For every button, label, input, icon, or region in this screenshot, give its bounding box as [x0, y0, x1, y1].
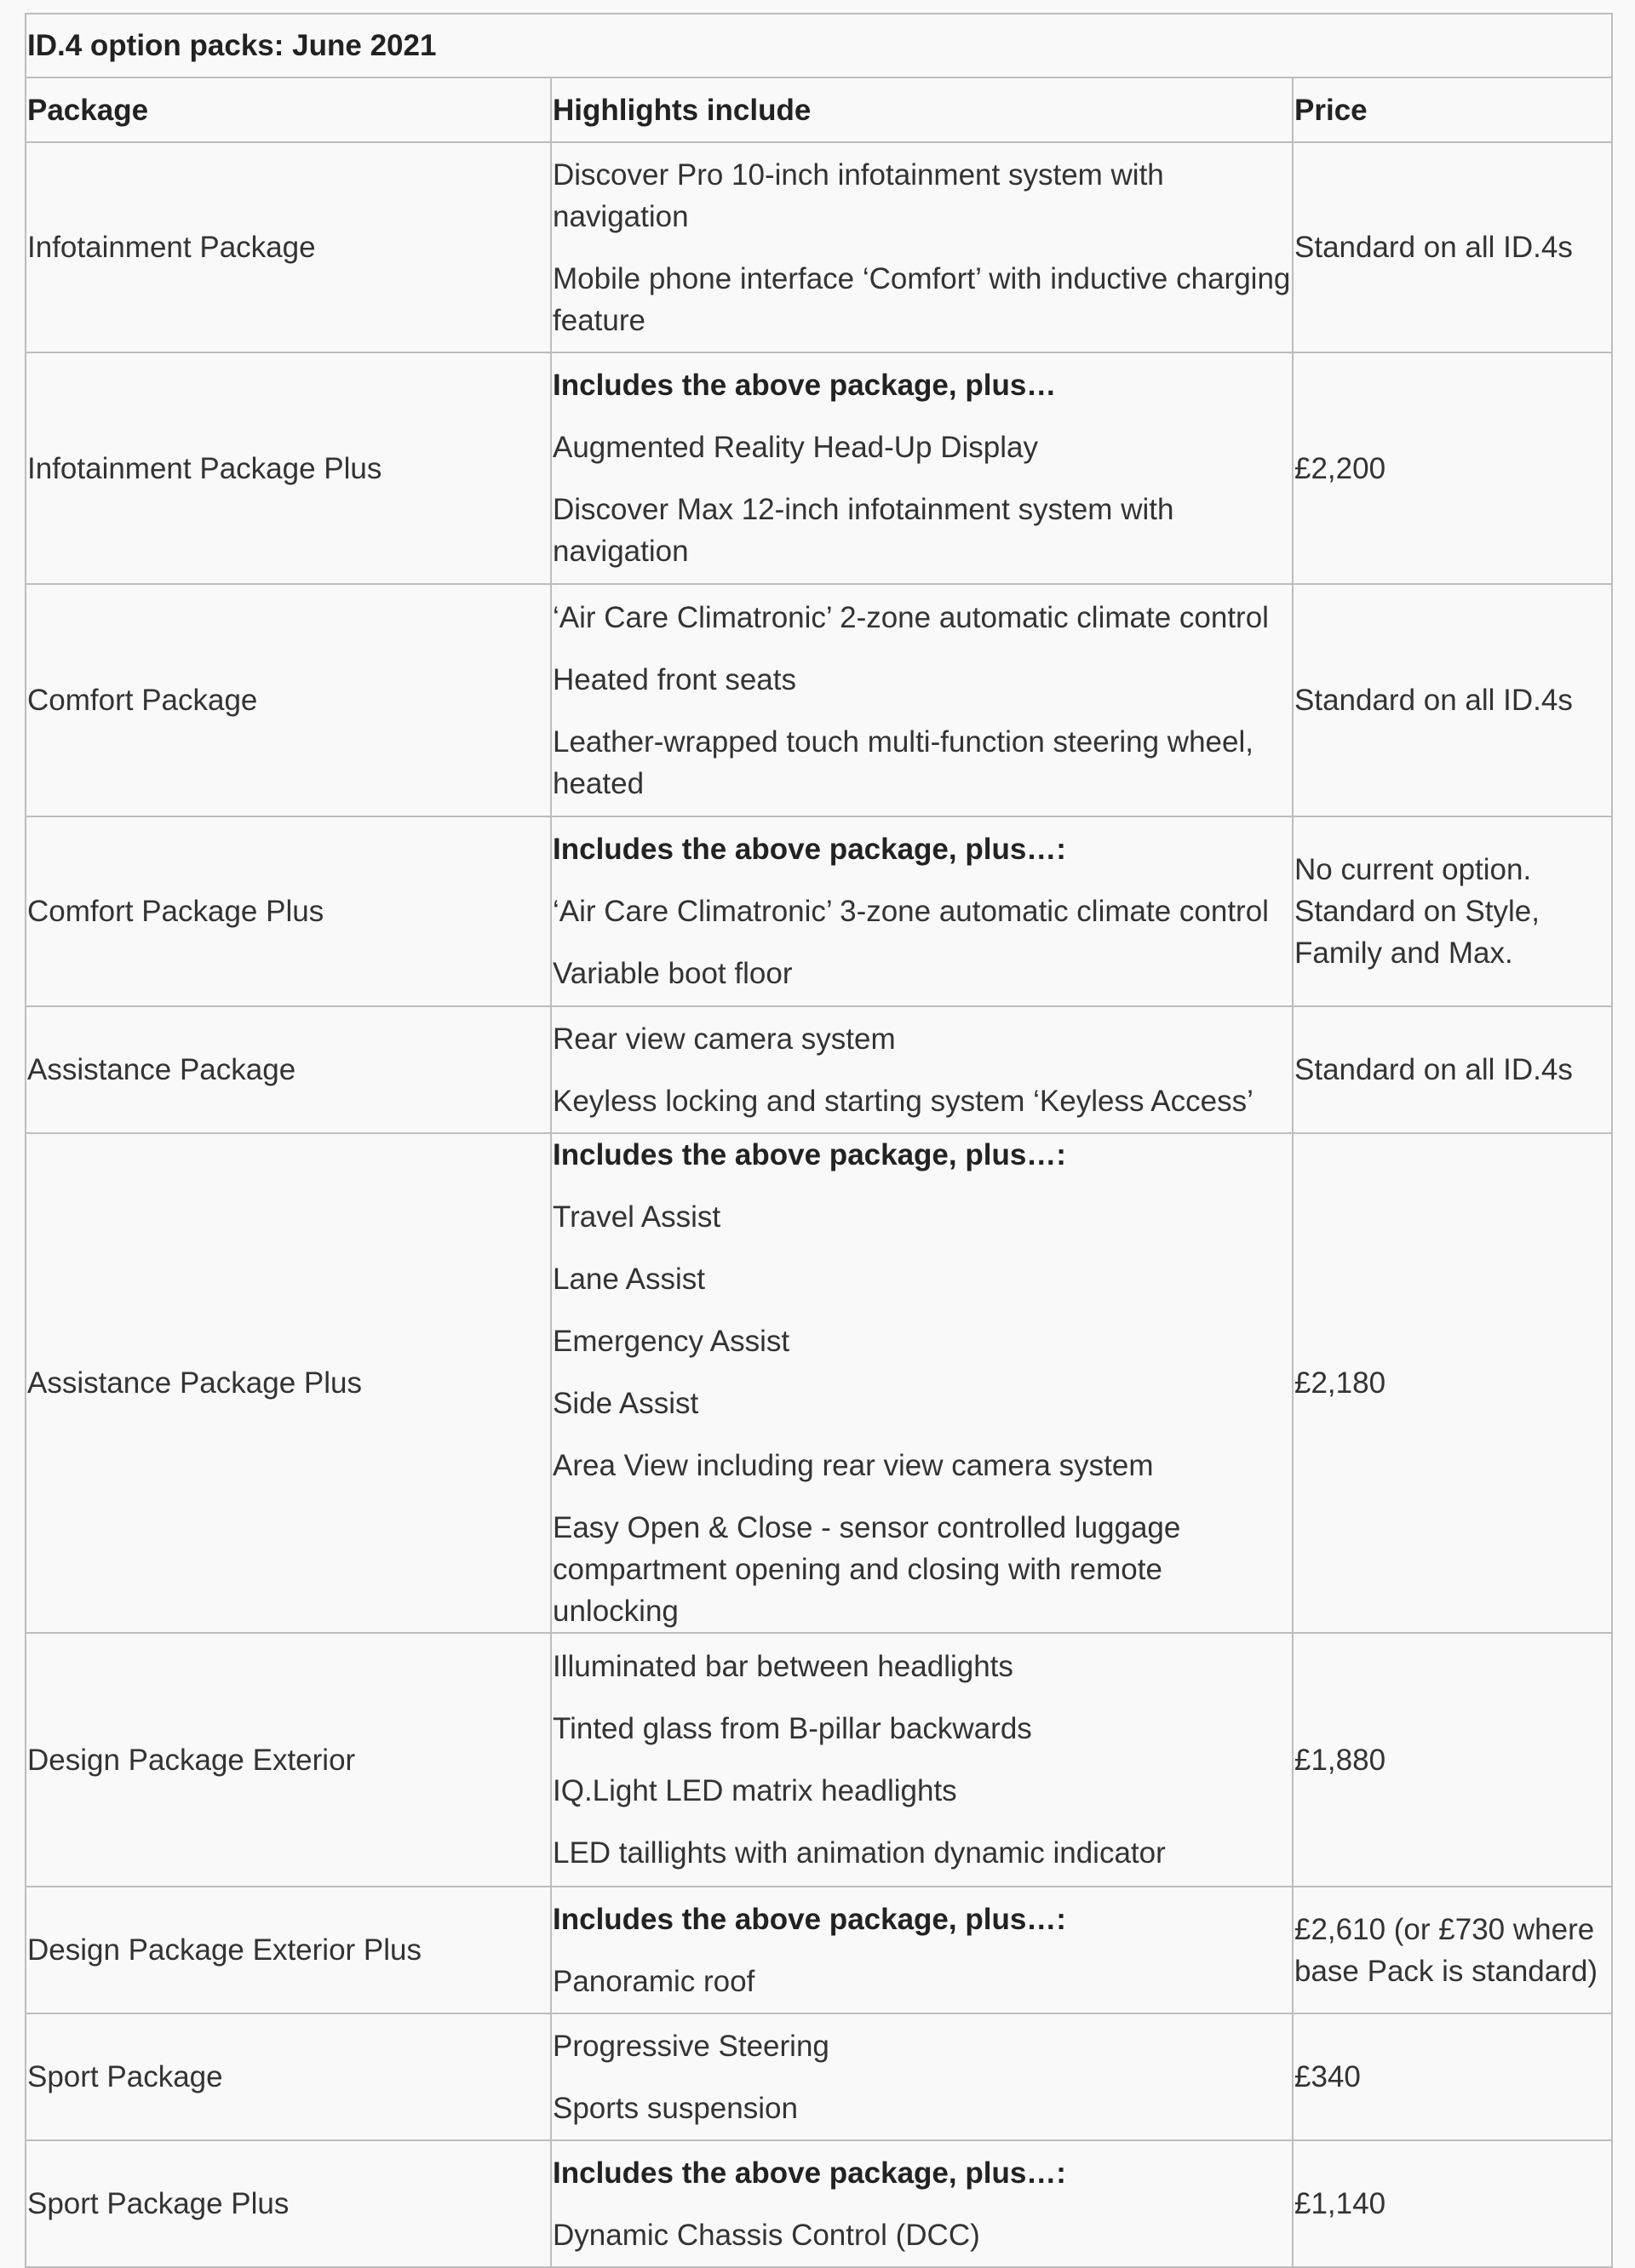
- highlight-item: Variable boot floor: [553, 957, 793, 990]
- highlight-item: Panoramic roof: [553, 1964, 755, 1998]
- highlight-item: Lane Assist: [553, 1263, 705, 1296]
- table-row: [26, 1633, 1612, 1887]
- highlight-item: Sports suspension: [553, 2091, 798, 2125]
- header-package: Package: [26, 77, 551, 142]
- highlights-cell: [551, 352, 1293, 584]
- header-price: Price: [1293, 77, 1612, 142]
- highlight-item: Discover Pro 10-inch infotainment system with navigation: [553, 158, 1164, 233]
- price-cell: Standard on all ID.4s: [1293, 142, 1612, 352]
- highlights-cell: [551, 816, 1293, 1006]
- table-row: [26, 816, 1612, 1006]
- table-header-row: [26, 77, 1612, 142]
- package-name-cell: Assistance Package Plus: [26, 1133, 551, 1633]
- highlight-item: ‘Air Care Climatronic’ 3-zone automatic climate control: [553, 895, 1269, 928]
- highlight-intro: Includes the above package, plus…:: [553, 1138, 1066, 1171]
- highlight-item: Augmented Reality Head-Up Display: [553, 431, 1038, 464]
- highlight-item: Keyless locking and starting system ‘Keyless Access’: [553, 1084, 1254, 1118]
- header-highlights: Highlights include: [551, 77, 1293, 142]
- highlight-item: Travel Assist: [553, 1200, 721, 1234]
- highlight-item: Mobile phone interface ‘Comfort’ with inductive charging feature: [553, 261, 1291, 337]
- highlights-cell: [551, 584, 1293, 816]
- highlights-cell: [551, 2140, 1293, 2267]
- price-cell: Standard on all ID.4s: [1293, 1006, 1612, 1133]
- price-cell: £340: [1293, 2013, 1612, 2140]
- highlight-intro: Includes the above package, plus…:: [553, 1902, 1066, 1936]
- highlights-cell: [551, 1633, 1293, 1887]
- table-row: [26, 1887, 1612, 2013]
- table-row: [26, 2013, 1612, 2140]
- highlight-item: Easy Open & Close - sensor controlled luggage compartment opening and closing with remote unlocking: [553, 1511, 1181, 1628]
- highlight-intro: Includes the above package, plus…:: [553, 2156, 1066, 2190]
- table-row: [26, 584, 1612, 816]
- highlight-item: Area View including rear view camera system: [553, 1449, 1154, 1482]
- price-cell: Standard on all ID.4s: [1293, 584, 1612, 816]
- package-name-cell: Design Package Exterior: [26, 1633, 551, 1887]
- highlight-item: Side Assist: [553, 1387, 699, 1420]
- price-cell: £1,140: [1293, 2140, 1612, 2267]
- highlight-item: ‘Air Care Climatronic’ 2-zone automatic climate control: [553, 600, 1269, 634]
- price-cell: No current option. Standard on Style, Family and Max.: [1293, 816, 1612, 1006]
- option-packs-table: [25, 13, 1613, 2268]
- table-row: [26, 142, 1612, 352]
- package-name-cell: Comfort Package: [26, 584, 551, 816]
- price-cell: £2,610 (or £730 where base Pack is standard): [1293, 1887, 1612, 2013]
- table-row: [26, 2140, 1612, 2267]
- price-cell: £2,200: [1293, 352, 1612, 584]
- highlights-cell: [551, 1887, 1293, 2013]
- highlight-intro: Includes the above package, plus…:: [553, 833, 1066, 866]
- highlight-intro: Includes the above package, plus…: [553, 369, 1057, 402]
- highlight-item: Leather-wrapped touch multi-function steering wheel, heated: [553, 724, 1254, 800]
- package-name-cell: Comfort Package Plus: [26, 816, 551, 1006]
- price-cell: £1,880: [1293, 1633, 1612, 1887]
- package-name-cell: Sport Package: [26, 2013, 551, 2140]
- package-name-cell: Infotainment Package: [26, 142, 551, 352]
- table-title: ID.4 option packs: June 2021: [26, 14, 1612, 77]
- highlight-item: Heated front seats: [553, 662, 796, 696]
- highlights-cell: [551, 142, 1293, 352]
- package-name-cell: Infotainment Package Plus: [26, 352, 551, 584]
- highlights-cell: [551, 1006, 1293, 1133]
- highlight-item: LED taillights with animation dynamic indicator: [553, 1836, 1166, 1870]
- highlight-item: Progressive Steering: [553, 2029, 829, 2063]
- highlight-item: Rear view camera system: [553, 1022, 896, 1056]
- table-row: [26, 1006, 1612, 1133]
- package-name-cell: Assistance Package: [26, 1006, 551, 1133]
- highlight-item: Illuminated bar between headlights: [553, 1650, 1013, 1683]
- highlight-item: IQ.Light LED matrix headlights: [553, 1774, 957, 1807]
- highlight-item: Dynamic Chassis Control (DCC): [553, 2218, 980, 2252]
- price-cell: £2,180: [1293, 1133, 1612, 1633]
- highlight-item: Discover Max 12-inch infotainment system with navigation: [553, 493, 1174, 568]
- table-row: [26, 352, 1612, 584]
- highlights-cell: [551, 1133, 1293, 1633]
- table-title-row: [26, 14, 1612, 77]
- highlight-item: Emergency Assist: [553, 1325, 790, 1358]
- highlight-item: Tinted glass from B-pillar backwards: [553, 1712, 1032, 1745]
- option-packs-table-wrapper: [25, 13, 1611, 2258]
- package-name-cell: Sport Package Plus: [26, 2140, 551, 2267]
- package-name-cell: Design Package Exterior Plus: [26, 1887, 551, 2013]
- highlights-cell: [551, 2013, 1293, 2140]
- table-row: [26, 1133, 1612, 1633]
